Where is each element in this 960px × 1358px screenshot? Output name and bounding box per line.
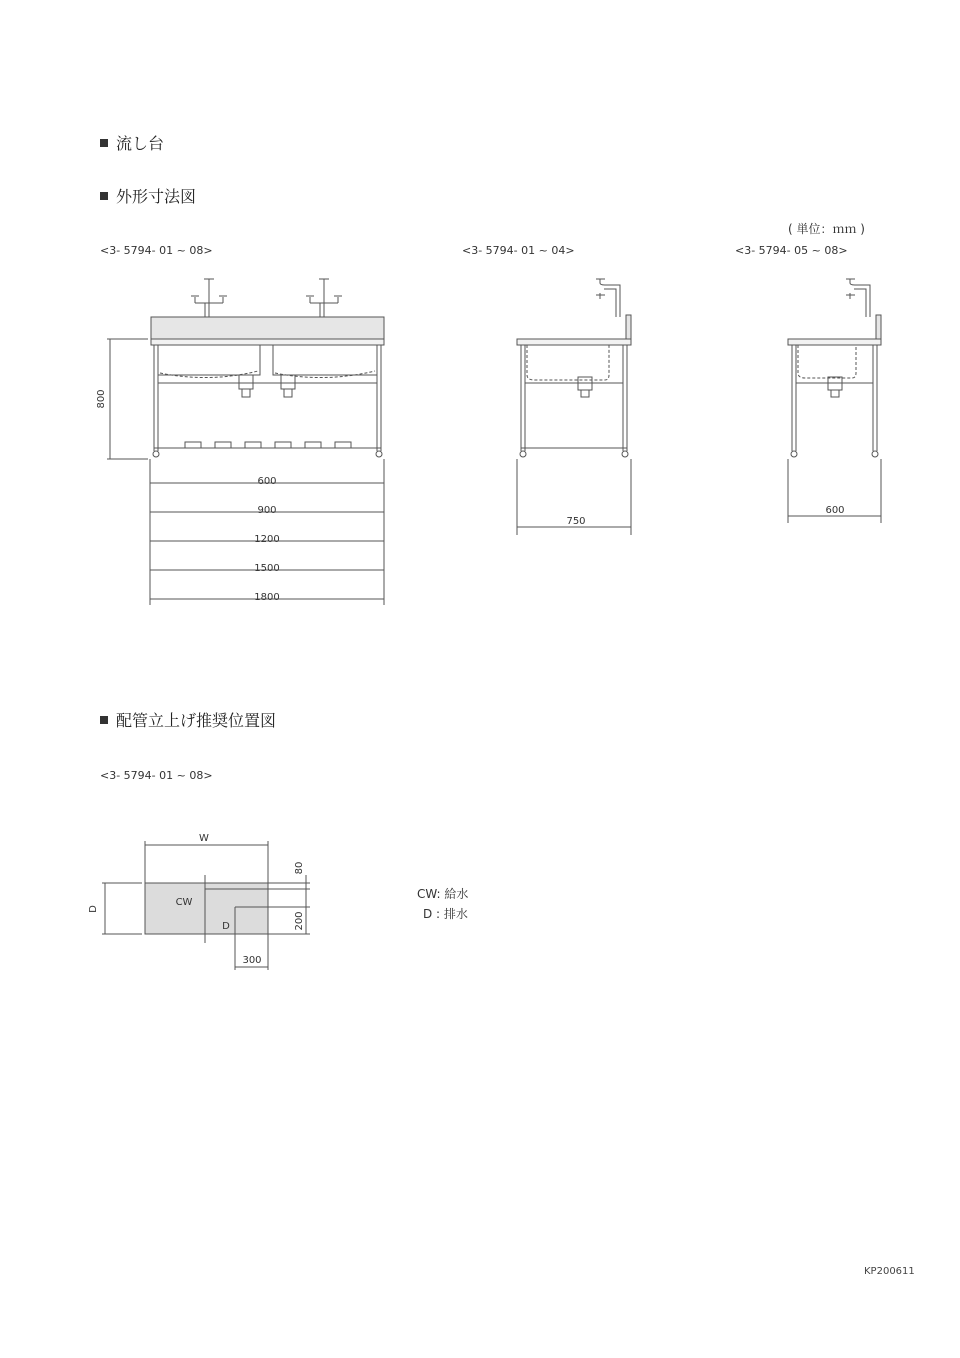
plan-cw-label: CW	[175, 897, 193, 908]
faucet-side-icon	[596, 279, 620, 317]
bullet-square-icon	[100, 192, 108, 200]
piping-plan-drawing	[80, 825, 330, 975]
unit-label: ( 単位：ｍｍ )	[788, 222, 865, 236]
depth-dim-label: 600	[825, 505, 845, 516]
legend-drain: D : 排水	[423, 907, 468, 921]
plan-dim-300-label: 300	[242, 955, 262, 966]
plan-drain-label: D	[222, 921, 230, 932]
model-label-side-b: <3- 5794- 05 ~ 08>	[735, 244, 848, 257]
bullet-square-icon	[100, 139, 108, 147]
heading-outline-dimensions: 外形寸法図	[100, 184, 196, 207]
width-dim-label: 600	[257, 476, 277, 487]
width-dim-label: 1500	[254, 563, 280, 574]
model-label-front: <3- 5794- 01 ~ 08>	[100, 244, 213, 257]
model-label-side-a: <3- 5794- 01 ~ 04>	[462, 244, 575, 257]
model-label-plan: <3- 5794- 01 ~ 08>	[100, 769, 213, 782]
bullet-square-icon	[100, 716, 108, 724]
width-dim-label: 900	[257, 505, 277, 516]
legend-cw: CW: 給水	[417, 887, 469, 901]
height-dim-label: 800	[96, 389, 107, 409]
depth-dim-label: 750	[566, 516, 586, 527]
heading-sink: 流し台	[100, 131, 164, 154]
front-view-drawing	[90, 265, 400, 615]
plan-dim-200-label: 200	[294, 911, 305, 931]
side-view-b-drawing	[780, 265, 890, 530]
plan-depth-label: D	[88, 905, 99, 913]
footer-code: KP200611	[864, 1266, 915, 1277]
width-dim-label: 1800	[254, 592, 280, 603]
side-view-a-drawing	[505, 265, 645, 540]
faucet-side-icon	[846, 279, 870, 317]
plan-width-label: W	[199, 833, 209, 844]
width-dim-label: 1200	[254, 534, 280, 545]
heading-piping-position: 配管立上げ推奨位置図	[100, 708, 276, 731]
plan-dim-80-label: 80	[294, 861, 305, 875]
